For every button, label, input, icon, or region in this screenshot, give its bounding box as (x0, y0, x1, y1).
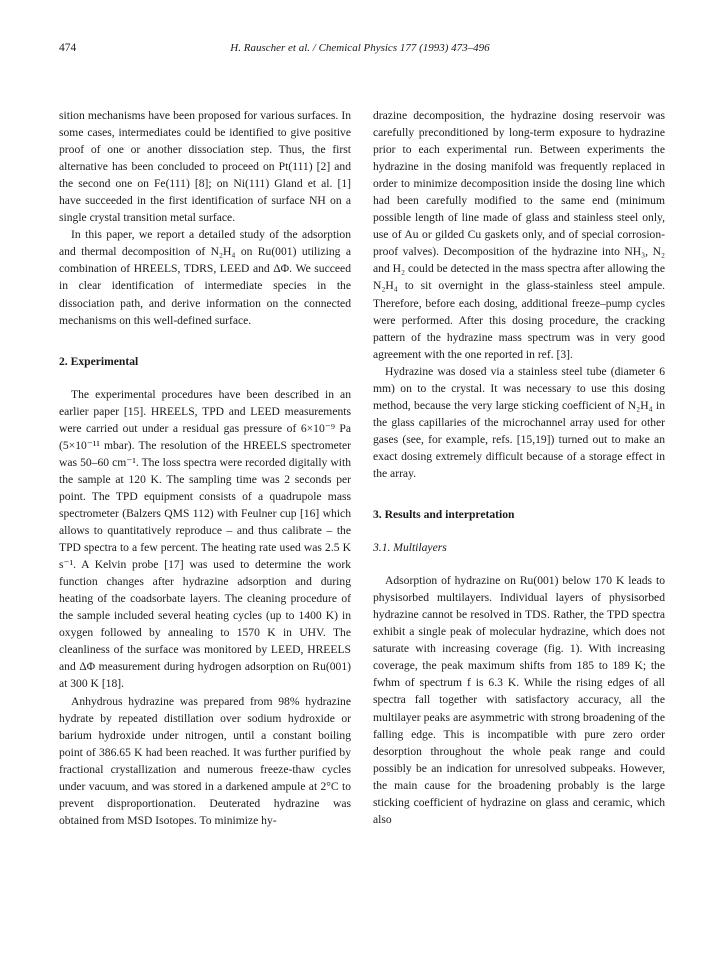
page-number: 474 (59, 42, 77, 54)
experimental-paragraph: Hydrazine was dosed via a stainless steel tube (diameter 6 mm) on to the crystal. It was necessary to use this dosing method, because the very large sticking coefficient of N₂H₄ in the glass capillaries of the microchannel array used for other gases (see, for example, refs. [15,19]) turned out to make an exact dosing extremely difficult because of a storage effect in the array. (373, 364, 665, 480)
experimental-paragraph: drazine decomposition, the hydrazine dosing reservoir was carefully preconditioned by long-term exposure to hydrazine prior to each experimental run. Between experiments the hydrazine in the dosing manifold was frequently replaced in order to minimize decomposition inside the dosing line which had been carefully modified to the same end (minimum possible length of line made of glass and stainless steel only, use of Au or gilded Cu gaskets only, and of special corrosion-proof valves). Decomposition of the hydrazine into NH₃, N₂ and H₂ could be detected in the mass spectra after allowing the N₂H₄ to sit overnight in the glass-stainless steel ampule. Therefore, before each dosing, additional freeze–pump cycles were performed. After this dosing procedure, the cracking pattern of the hydrazine mass spectrum was in very good agreement with the one reported in ref. [3]. (373, 109, 665, 361)
right-column (373, 107, 665, 828)
results-paragraph: Adsorption of hydrazine on Ru(001) below 170 K leads to physisorbed multilayers. Individual layers of physisorbed hydrazine cannot be resolved in TDS. Rather, the TPD spectra exhibit a single peak of molecular hydrazine, which does not saturate with increasing coverage (fig. 1). With increasing coverage, the peak maximum shifts from 185 to 189 K; the fwhm of spectrum f is 6.3 K. While the rising edges of all spectra fall together with satisfactory accuracy, all the multilayer peaks are asymmetric with strong broadening of the falling edge. This is incompatible with pure zero order desorption throughout the whole peak range and could possibly be an indication for unresolved subpeaks. However, the main cause for the broadening probably is the large sticking coefficient of hydrazine on glass and ceramic, which also (373, 574, 665, 826)
left-column (59, 107, 351, 829)
intro-paragraph: In this paper, we report a detailed study of the adsorption and thermal decomposition of N₂H₄ on Ru(001) utilizing a combination of HREELS, TDRS, LEED and ΔΦ. We succeed in clear identification of intermediate species in the dissociation path, and derive information on the connected mechanisms on this well-defined surface. (59, 228, 351, 327)
experimental-paragraph: Anhydrous hydrazine was prepared from 98% hydrazine hydrate by repeated distillation over sodium hydroxide or barium hydroxide under nitrogen, until a constant boiling point of 386.65 K had been reached. It was further purified by fractional crystallization and numerous freeze-thaw cycles under vacuum, and was stored in a darkened ampule at 2°C to prevent disproportionation. Deuterated hydrazine was obtained from MSD Isotopes. To minimize hy- (59, 694, 351, 827)
subsection-heading-multilayers: 3.1. Multilayers (373, 541, 447, 555)
section-heading-results: 3. Results and interpretation (373, 508, 515, 522)
experimental-paragraph: The experimental procedures have been described in an earlier paper [15]. HREELS, TPD and LEED measurements were carried out under a residual gas pressure of 6×10⁻⁹ Pa (5×10⁻¹¹ mbar). The resolution of the HREELS spectrometer was 50–60 cm⁻¹. The loss spectra were recorded digitally with the sample at 120 K. The sampling time was 2 seconds per point. The TPD equipment consists of a quadrupole mass spectrometer (Balzers QMS 112) with Feulner cup [16] which allows to quantitatively reproduce – and thus calibrate – the TPD spectra to a few percent. The heating rate used was 2.5 K s⁻¹. A Kelvin probe [17] was used to determine the work function changes after hydrazine adsorption and during heating of the coadsorbate layers. The cleaning procedure of the sample included several heating cycles (up to 1400 K) in oxygen followed by annealing to 1570 K in UHV. The cleanliness of the surface was monitored by LEED, HREELS and ΔΦ measurement during hydrogen adsorption on Ru(001) at 300 K [18]. (59, 387, 351, 691)
intro-paragraph: sition mechanisms have been proposed for various surfaces. In some cases, intermediates could be identified to give positive proof of one or another dissociation step. Thus, the first alternative has been concluded to proceed on Pt(111) [2] and the second one on Fe(111) [8]; on Ni(111) Gland et al. [1] have succeeded in the first identification of surface NH on a single crystal transition metal surface. (59, 109, 351, 225)
section-heading-experimental: 2. Experimental (59, 354, 139, 368)
running-head: H. Rauscher et al. / Chemical Physics 177 (1993) 473–496 (230, 42, 490, 54)
